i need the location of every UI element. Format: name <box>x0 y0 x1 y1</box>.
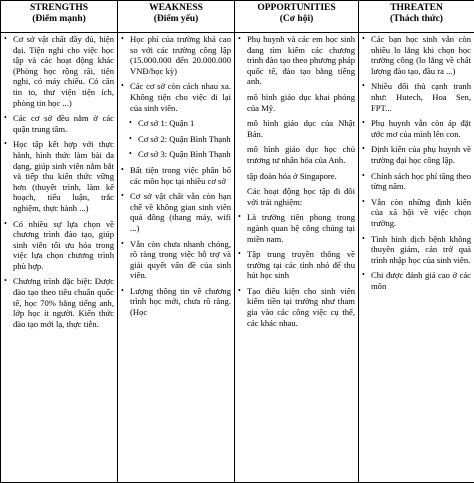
threaten-cell <box>359 33 474 483</box>
header-threaten <box>359 1 474 33</box>
list-item: • Cơ sở vật chất đầy đủ, hiện đại. Tiện nghi cho việc học tập và các hoạt động khác (Phòng học rộng rãi, tiện nghi, có máy chiếu. Có căn tin to, thư viện tiện ích, phòng tin học ...) <box>13 34 114 108</box>
header-opportunities <box>235 1 359 33</box>
list-item: • Tập trung truyền thông về trường tại các tỉnh nhỏ để thu hút học sinh <box>247 249 355 281</box>
list-item: mô hình giáo dục của Nhật Bản. <box>247 118 355 139</box>
list-item: • Cơ sở 1: Quận 1 <box>138 118 231 129</box>
list-item: • Học phí của trường khá cao so với các trường công lập (15.000.000 đến 20.000.000 VNĐ/học kỳ) <box>130 34 231 76</box>
strengths-cell <box>1 33 118 483</box>
header-weakness <box>118 1 235 33</box>
opportunities-list <box>237 34 355 328</box>
list-item: • Phụ huynh và các em học sinh đang tìm kiếm các chương trình đào tạo theo phương pháp quốc tế, đào tạo bằng tiếng anh. <box>247 34 355 87</box>
list-item: • Lượng thông tin về chương trình học mới, chưa rõ ràng. (Học <box>130 286 231 318</box>
list-item: • Các cơ sở đều nằm ở các quận trung tâm. <box>13 113 114 134</box>
list-item: • Cơ sở 2: Quận Bình Thạnh <box>138 134 231 145</box>
header-subtitle: (Điểm yếu) <box>120 14 232 25</box>
list-item: • Là trường tiên phong trong ngành quan hệ công chúng tại miền nam. <box>247 212 355 244</box>
list-item: mô hình giáo dục học chủ trương tư nhân hóa của Anh. <box>247 144 355 165</box>
list-item: mô hình giáo dục khai phóng của Mỹ. <box>247 92 355 113</box>
weakness-cell <box>118 33 235 483</box>
list-item: • Nhiều đối thủ cạnh tranh như: Hutech, Hoa Sen, FPT... <box>371 81 471 113</box>
list-item: • Các bạn học sinh vẫn còn nhiều lo lắng khi chọn học trường công (lo lắng về chất lượng đào tạo, đầu ra ...) <box>371 34 471 76</box>
list-item: • Vẫn còn chưa nhanh chóng, rõ ràng trong việc hỗ trợ và giải quyết vấn đề của sinh viên. <box>130 239 231 281</box>
list-item: • Chương trình đặc biệt: Được đào tạo theo tiêu chuẩn quốc tế, học 70% bằng tiếng anh, lớp học ít người. Kiến thức đào tạo mới lạ, thực tiễn. <box>13 276 114 329</box>
list-item: • Tình hình dịch bệnh không thuyên giảm, cản trở quá trình nhập học của sinh viên. <box>371 234 471 266</box>
list-item: • Học tập kết hợp với thực hành, hình thức làm bài đa dạng, giúp sinh viên nắm bắt và tiếp thu kiến thức vững hơn (thuyết trình, làm kế hoạch, tiểu luận, trắc nghiệm, thực hành ...) <box>13 139 114 213</box>
list-item: • Phụ huynh vẫn còn áp đặt ước mơ của mình lên con. <box>371 118 471 139</box>
list-item: • Vẫn còn những định kiến của xã hội về việc chọn trường. <box>371 197 471 229</box>
list-item: • Chi được đánh giá cao ở các môn <box>371 270 471 291</box>
list-item: • Chính sách học phí tăng theo từng năm. <box>371 171 471 192</box>
threaten-list <box>361 34 471 291</box>
header-strengths <box>1 1 118 33</box>
header-subtitle: (Cơ hội) <box>237 14 356 25</box>
list-item: • Có nhiều sự lựa chọn về chương trình đào tạo, giúp sinh viên tối ưu hóa trong việc lựa chọn chương trình phù hợp. <box>13 219 114 272</box>
list-item: • Cơ sở vật chất vẫn còn hạn chế về không gian sinh viên quá đông (thang máy, wifi ...) <box>130 191 231 233</box>
header-title: WEAKNESS <box>149 3 203 13</box>
header-title: OPPORTUNITIES <box>257 3 335 13</box>
list-item: • Cơ sở 3: Quận Bình Thạnh <box>138 149 231 160</box>
opportunities-cell <box>235 33 359 483</box>
strengths-list <box>3 34 114 329</box>
list-item: Các hoạt động học tập đi đôi với trải nghiệm: <box>247 186 355 207</box>
header-title: STRENGTHS <box>30 3 88 13</box>
list-item: • Các cơ sở còn cách nhau xa. Không tiện cho việc đi lại của sinh viên. <box>130 81 231 113</box>
header-subtitle: (Thách thức) <box>361 14 472 25</box>
content-row <box>1 33 474 483</box>
list-item: • Bất tiện trong việc phân bổ các môn học tại nhiều cơ sở <box>130 165 231 186</box>
header-title: THREATEN <box>390 3 443 13</box>
list-item: • Định kiến của phụ huynh về trường đại học công lập. <box>371 144 471 165</box>
list-item: tập đoàn hóa ở Singapore. <box>247 171 355 182</box>
list-item: • Tạo điều kiện cho sinh viên kiếm tiền tại trường như tham gia vào các công việc cụ thể, các khác nhau. <box>247 286 355 328</box>
header-subtitle: (Điểm mạnh) <box>3 14 115 25</box>
header-row <box>1 1 474 33</box>
weakness-list <box>120 34 231 318</box>
